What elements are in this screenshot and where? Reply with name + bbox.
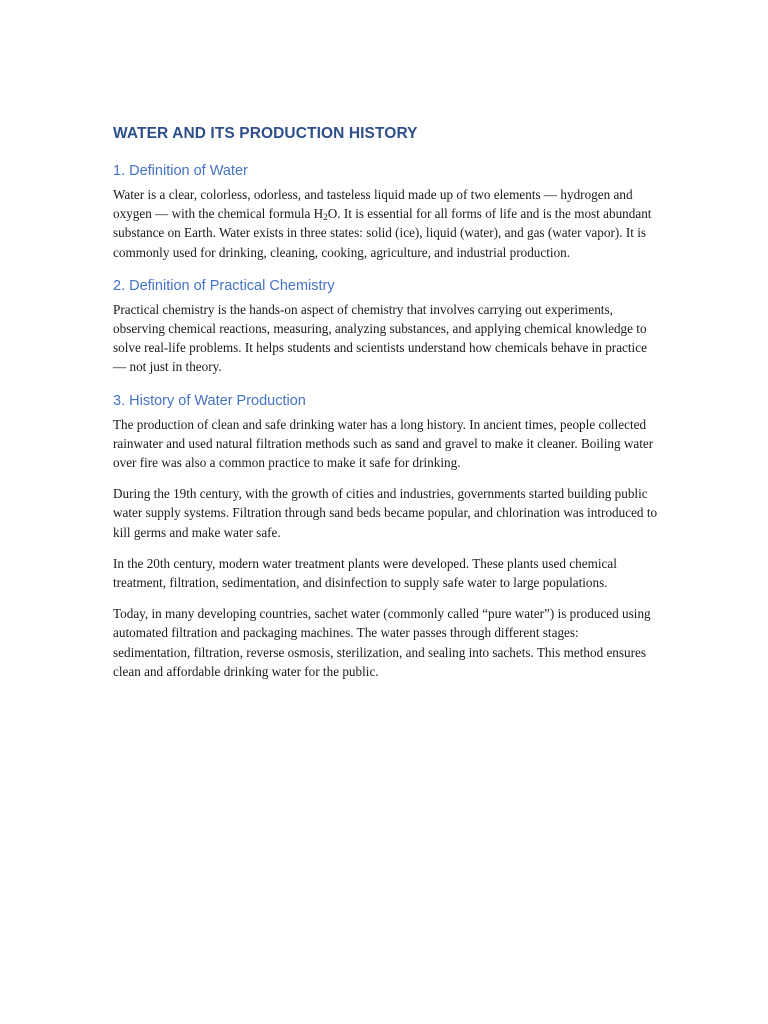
paragraph-20th-century: In the 20th century, modern water treatment plants were developed. These plants used chemical treatment, filtration, sedimentation, and disinfection to supply safe water to large populations. (113, 555, 617, 591)
document-title: WATER AND ITS PRODUCTION HISTORY (113, 125, 418, 142)
paragraph-ancient-times: The production of clean and safe drinking water has a long history. In ancient times, people collected rainwater and used natural filtration methods such as sand and gravel to make it cleaner. Boiling water over fire was also a common practice to make it safe for drinking. (113, 416, 654, 471)
section-history-of-water-production (113, 391, 658, 681)
paragraph-text: Water is a clear, colorless, odorless, and tasteless liquid made up of two elements — hydrogen and oxygen — with the chemical formula H (113, 187, 633, 222)
section-heading: 2. Definition of Practical Chemistry (113, 277, 335, 294)
paragraph-today: Today, in many developing countries, sachet water (commonly called “pure water”) is produced using automated filtration and packaging machines. The water passes through different stages: sedimentation, filtration, reverse osmosis, sterilization, and sealing into sachets. This method ensures clean and affordable drinking water for the public. (113, 606, 651, 679)
section-heading: 1. Definition of Water (113, 163, 248, 179)
formula-subscript: 2 (323, 212, 328, 223)
paragraph-practical-chemistry: Practical chemistry is the hands-on aspect of chemistry that involves carrying out experiments, observing chemical reactions, measuring, analyzing substances, and applying chemical knowledge to solve real-life problems. It helps students and scientists understand how chemicals behave in practice — not just in theory. (113, 301, 647, 375)
paragraph-19th-century: During the 19th century, with the growth of cities and industries, governments started building public water supply systems. Filtration through sand beds became popular, and chlorination was introduced to kill germs and make water safe. (113, 486, 658, 540)
document-body (113, 125, 658, 693)
section-practical-chemistry (113, 276, 658, 377)
paragraph-water-definition (113, 185, 658, 262)
section-definition-of-water (113, 161, 658, 262)
paragraph-text: O. It is essential for all forms of life and is the most abundant substance on Earth. Water exists in three states: solid (ice), liquid (water), and gas (water vapor). It is commonly used for drinking, cleaning, cooking, agriculture, and industrial production. (113, 206, 652, 260)
section-heading: 3. History of Water Production (113, 392, 306, 409)
